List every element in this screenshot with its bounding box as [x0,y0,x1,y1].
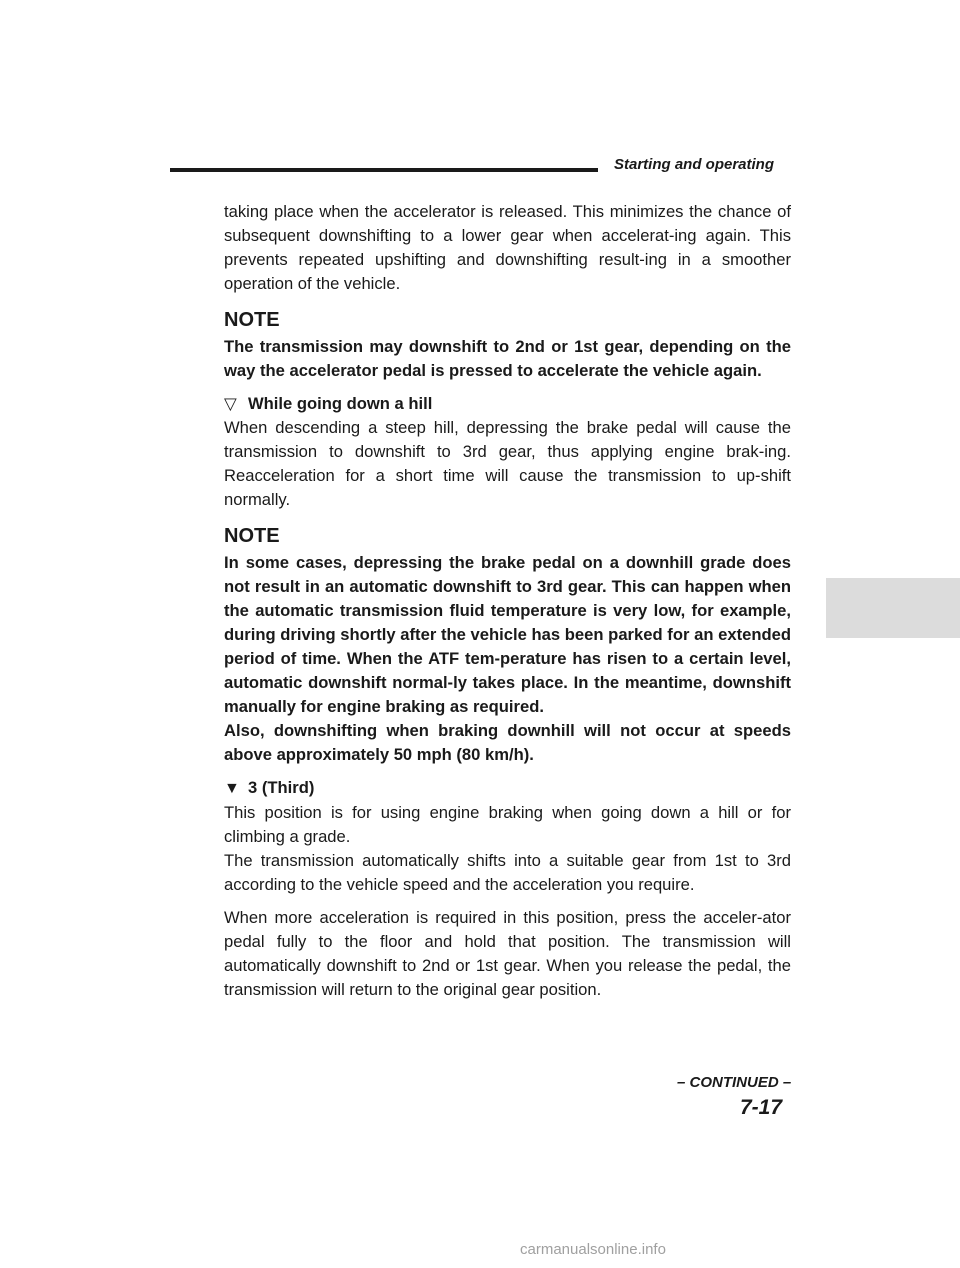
page-content [224,200,791,1011]
note-text: In some cases, depressing the brake pedal on a downhill grade does not result in an automatic downshift to 3rd gear. This can happen when the automatic transmission fluid temperature is very low, for example, during driving shortly after the vehicle has been parked for an extended period of time. When the ATF tem-perature has risen to a certain level, automatic downshift normal-ly takes place. In the meantime, downshift manually for engine braking as required. [224,553,791,716]
section-text: This position is for using engine braking when going down a hill or for climbing a grade. [224,803,791,846]
chapter-tab [826,578,960,638]
filled-triangle-icon: ▼ [224,780,240,797]
section-text: The transmission automatically shifts into a suitable gear from 1st to 3rd according to the vehicle speed and the acceleration you require. [224,851,791,894]
body-paragraph: taking place when the accelerator is released. This minimizes the chance of subsequent downshifting to a lower gear when accelerat-ing again. This prevents repeated upshifting and downshifting result-ing in a smoother operation of the vehicle. [224,202,791,293]
page-number: 7-17 [740,1096,783,1119]
subsection-text: When descending a steep hill, depressing the brake pedal will cause the transmission to downshift to 3rd gear, thus applying engine brak-ing. Reacceleration for a short time will cause the transmission to up-shift normally. [224,418,791,509]
note-heading: NOTE [224,309,280,331]
subsection-heading [224,392,791,416]
open-triangle-icon: ▽ [224,394,237,413]
section-heading-title: 3 (Third) [248,778,315,797]
note-text: The transmission may downshift to 2nd or 1st gear, depending on the way the accelerator pedal is pressed to accelerate the vehicle again. [224,337,791,380]
watermark: carmanualsonline.info [520,1241,666,1258]
note-text: Also, downshifting when braking downhill will not occur at speeds above approximately 50 mph (80 km/h). [224,721,791,764]
note-heading: NOTE [224,525,280,547]
section-title: Starting and operating [614,156,775,173]
subsection-title: While going down a hill [248,394,433,413]
continued-label: – CONTINUED – [677,1074,792,1091]
section-text: When more acceleration is required in this position, press the acceler-ator pedal fully to the floor and hold that position. The transmission will automatically downshift to 2nd or 1st gear. When you release the pedal, the transmission will return to the original gear position. [224,908,791,999]
section-heading [224,776,791,801]
header-rule [170,168,598,172]
